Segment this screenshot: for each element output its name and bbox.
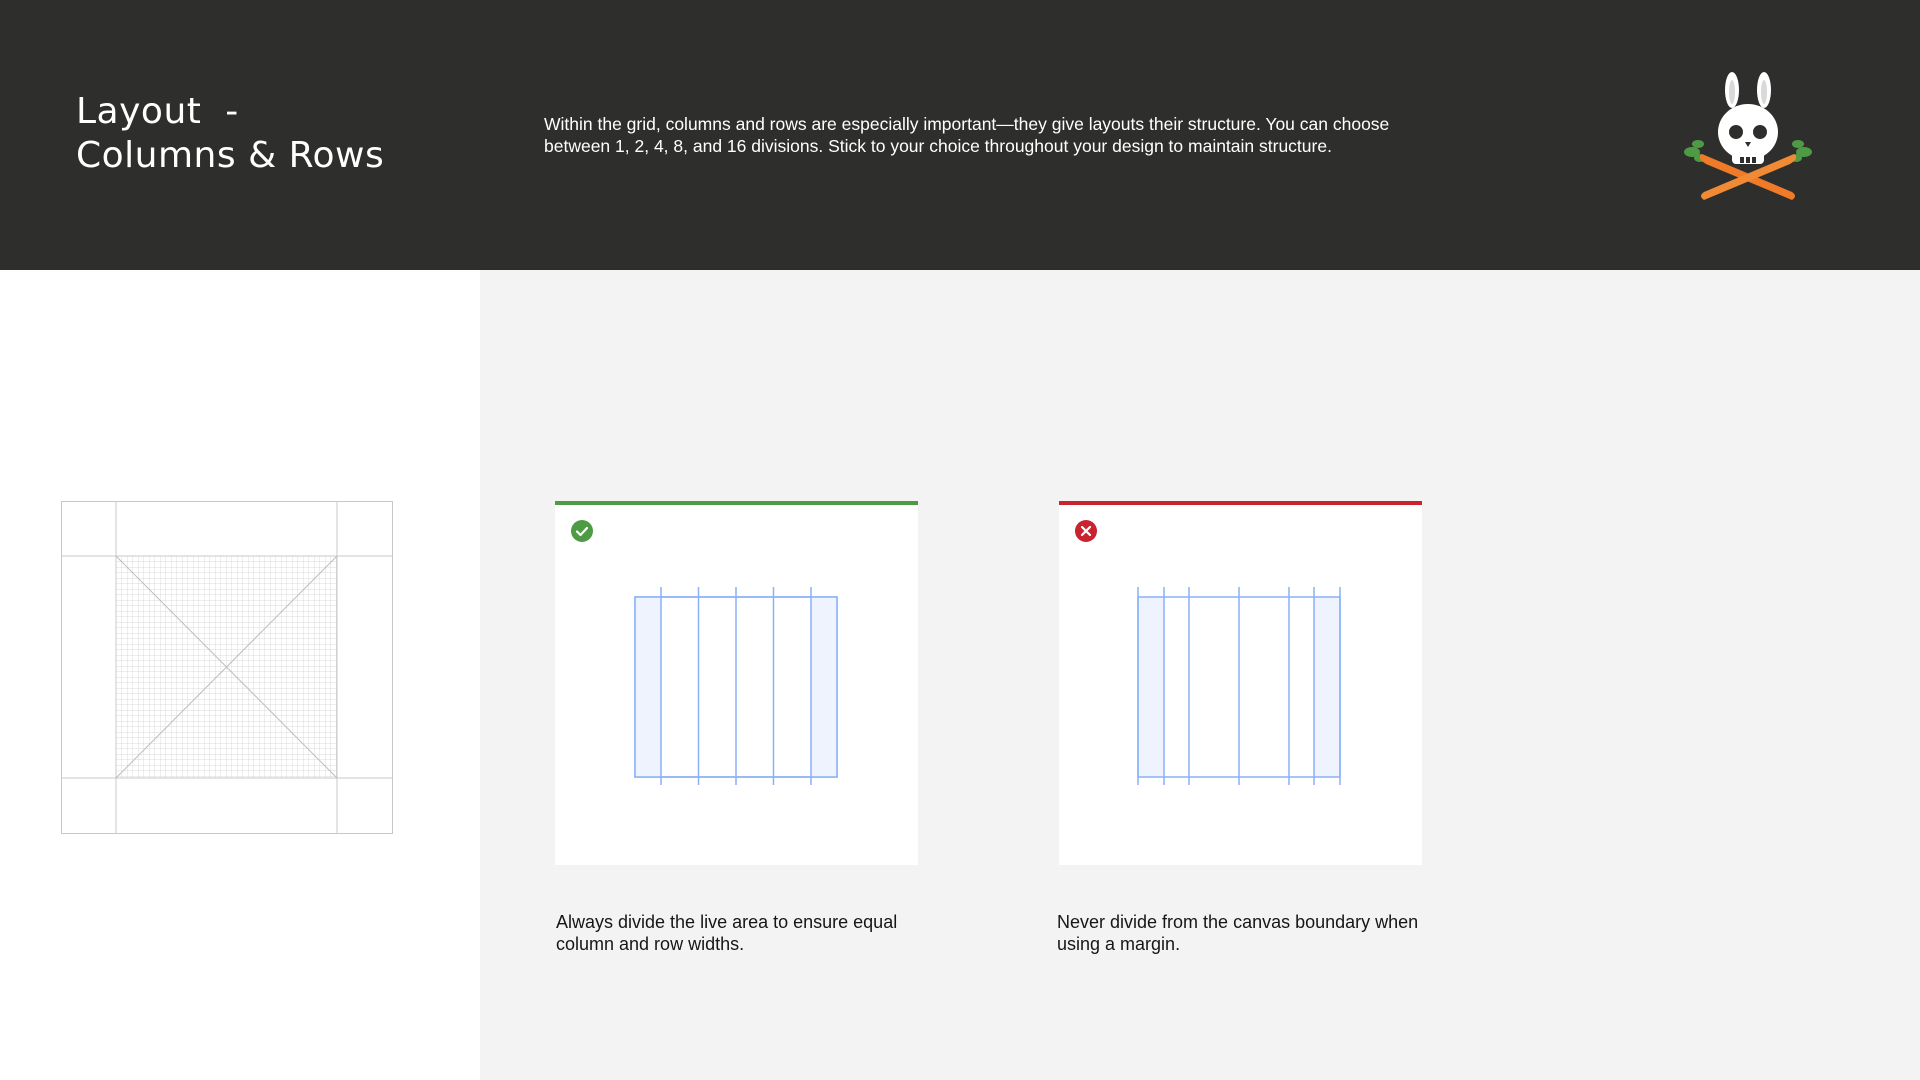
- checkmark-circle-icon: [570, 519, 594, 543]
- header-banner: [0, 0, 1920, 270]
- page-title-line-1: Layout -: [76, 91, 239, 132]
- dont-example-card: [1059, 501, 1422, 865]
- do-example-card: [555, 501, 918, 865]
- rabbit-skull-logo-icon: [1682, 72, 1814, 202]
- do-example-caption: Always divide the live area to ensure equal column and row widths.: [556, 912, 898, 954]
- grid-keyline-illustration: [61, 501, 393, 834]
- page-title: [76, 90, 384, 178]
- page-description: Within the grid, columns and rows are especially important—they give layouts their structure. You can choose between 1, 2, 4, 8, and 16 divisions. Stick to your choice throughout your design to maintain structure.: [544, 114, 1390, 156]
- live-area-column-diagram: [630, 585, 840, 785]
- dont-example-caption: Never divide from the canvas boundary when using a margin.: [1057, 912, 1419, 954]
- page-title-line-2: Columns & Rows: [76, 135, 385, 176]
- close-circle-icon: [1074, 519, 1098, 543]
- canvas-boundary-column-diagram: [1134, 585, 1344, 785]
